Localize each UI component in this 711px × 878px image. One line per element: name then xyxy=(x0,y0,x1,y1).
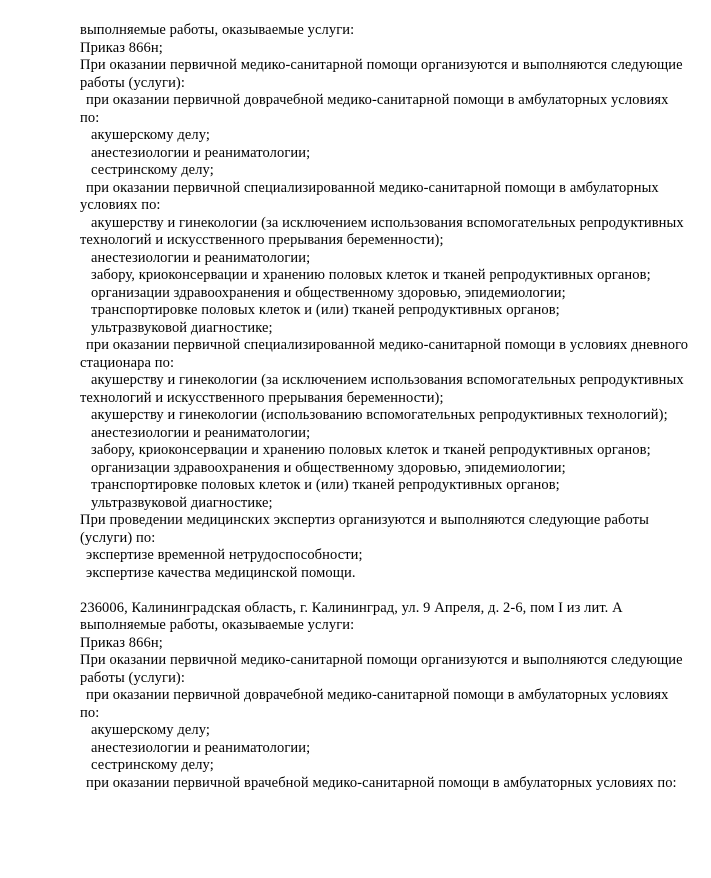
document-line: выполняемые работы, оказываемые услуги: xyxy=(80,617,355,633)
document-line: экспертизе качества медицинской помощи. xyxy=(86,564,356,581)
document-line: акушерству и гинекологии (за исключением использования вспомогательных репродуктивных xyxy=(91,372,684,388)
document-line: При проведении медицинских экспертиз организуются и выполняются следующие работы xyxy=(80,512,649,528)
document-line: по: xyxy=(80,109,100,126)
document-line: сестринскому делу; xyxy=(91,162,214,178)
document-page xyxy=(80,22,695,792)
document-line: технологий и искусственного прерывания беременности); xyxy=(80,389,444,406)
document-line: организации здравоохранения и общественному здоровью, эпидемиологии; xyxy=(91,284,566,301)
document-line: технологий и искусственного прерывания беременности); xyxy=(80,232,444,248)
document-line: транспортировке половых клеток и (или) тканей репродуктивных органов; xyxy=(91,302,560,318)
document-line: по: xyxy=(80,704,100,721)
document-line: ультразвуковой диагностике; xyxy=(91,319,273,336)
document-line: при оказании первичной врачебной медико-санитарной помощи в амбулаторных условиях по: xyxy=(86,774,677,791)
document-line: сестринскому делу; xyxy=(91,757,214,773)
document-line: работы (услуги): xyxy=(80,74,185,91)
document-line: акушерству и гинекологии (использованию вспомогательных репродуктивных технологий); xyxy=(91,407,668,423)
document-line: анестезиологии и реаниматологии; xyxy=(91,249,311,266)
document-line: организации здравоохранения и общественному здоровью, эпидемиологии; xyxy=(91,459,566,476)
document-line: акушерскому делу; xyxy=(91,127,210,143)
document-line: Приказ 866н; xyxy=(80,39,163,56)
document-blank-line xyxy=(80,582,695,600)
document-line: акушерскому делу; xyxy=(91,722,210,738)
document-line: анестезиологии и реаниматологии; xyxy=(91,739,311,756)
document-line: ультразвуковой диагностике; xyxy=(91,494,273,511)
document-line: при оказании первичной доврачебной медико-санитарной помощи в амбулаторных условиях xyxy=(86,92,669,108)
document-line: экспертизе временной нетрудоспособности; xyxy=(86,547,363,563)
document-line: При оказании первичной медико-санитарной помощи организуются и выполняются следующие xyxy=(80,57,683,73)
document-line: при оказании первичной специализированной медико-санитарной помощи в амбулаторных xyxy=(86,179,659,196)
document-line: При оказании первичной медико-санитарной помощи организуются и выполняются следующие xyxy=(80,652,683,668)
document-line: забору, криоконсервации и хранению половых клеток и тканей репродуктивных органов; xyxy=(91,442,651,458)
document-line: транспортировке половых клеток и (или) тканей репродуктивных органов; xyxy=(91,477,560,493)
document-line: анестезиологии и реаниматологии; xyxy=(91,144,311,161)
document-line: при оказании первичной специализированной медико-санитарной помощи в условиях дневного xyxy=(86,337,689,353)
document-line: выполняемые работы, оказываемые услуги: xyxy=(80,22,355,38)
document-line: условиях по: xyxy=(80,197,161,213)
document-line: акушерству и гинекологии (за исключением использования вспомогательных репродуктивных xyxy=(91,214,684,231)
document-line: (услуги) по: xyxy=(80,529,156,546)
document-line: забору, криоконсервации и хранению половых клеток и тканей репродуктивных органов; xyxy=(91,267,651,283)
document-line: работы (услуги): xyxy=(80,669,185,686)
document-line: Приказ 866н; xyxy=(80,634,163,651)
document-line: анестезиологии и реаниматологии; xyxy=(91,424,311,441)
document-line: 236006, Калининградская область, г. Калининград, ул. 9 Апреля, д. 2-6, пом I из лит. А xyxy=(80,599,623,616)
document-line: стационара по: xyxy=(80,354,175,371)
document-line: при оказании первичной доврачебной медико-санитарной помощи в амбулаторных условиях xyxy=(86,687,669,703)
